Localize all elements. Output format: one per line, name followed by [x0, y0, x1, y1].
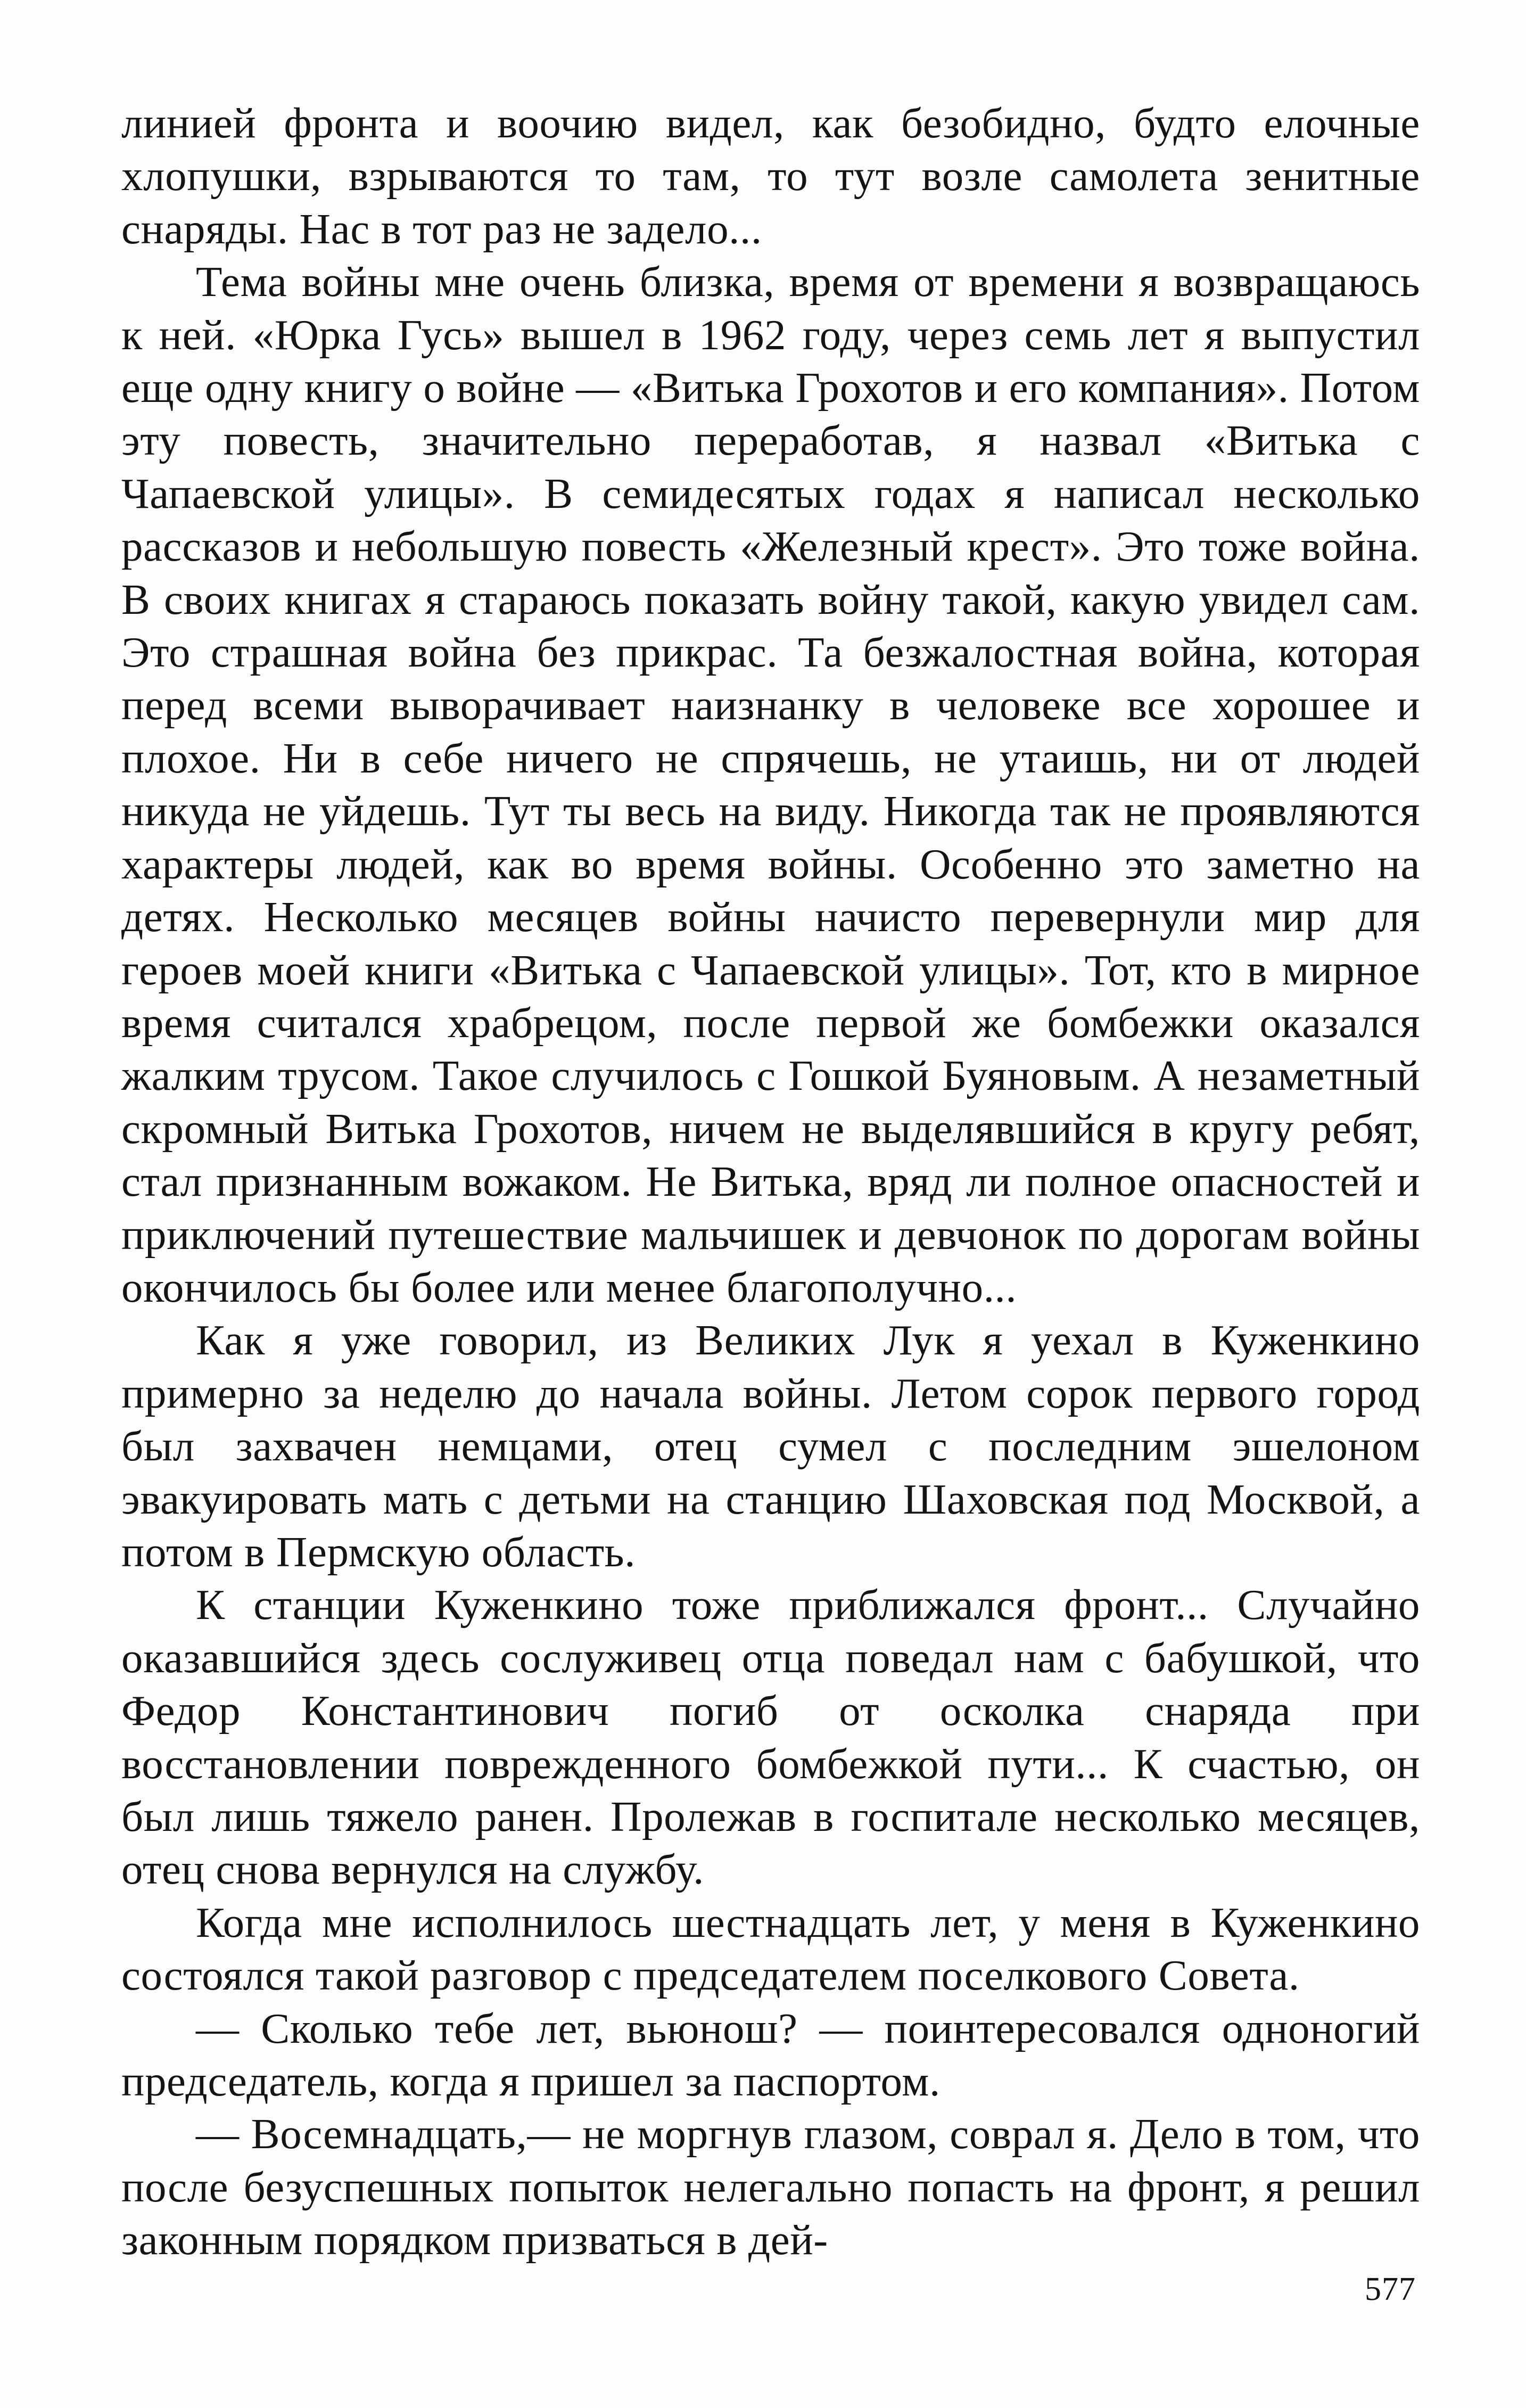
- paragraph-war-theme: Тема войны мне очень близка, время от времени я возвращаюсь к ней. «Юрка Гусь» вышел в 1962 году, через семь лет я выпустил еще одну книгу о войне — «Витька Грохотов и его компания». Потом эту повесть, значительно переработав, я назвал «Витька с Чапаевской улицы». В семидесятых годах я написал несколько рассказов и небольшую повесть «Железный крест». Это тоже война. В своих книгах я стараюсь показать войну такой, какую увидел сам. Это страшная война без прикрас. Та безжалостная война, которая перед всеми выворачивает наизнанку в человеке все хорошее и плохое. Ни в себе ничего не спрячешь, не утаишь, ни от людей никуда не уйдешь. Тут ты весь на виду. Никогда так не проявляются характеры людей, как во время войны. Особенно это заметно на детях. Несколько месяцев войны начисто перевернули мир для героев моей книги «Витька с Чапаевской улицы». Тот, кто в мирное время считался храбрецом, после первой же бомбежки оказался жалким трусом. Такое случилось с Гошкой Буяновым. А незаметный скромный Витька Грохотов, ничем не выделявшийся в кругу ребят, стал признанным вожаком. Не Витька, вряд ли полное опасностей и приключений путешествие мальчишек и девчонок по дорогам войны окончилось бы более или менее благополучно...: [121, 258, 1420, 1311]
- page-number: 577: [1365, 2271, 1416, 2307]
- paragraph-dialogue-question: — Сколько тебе лет, вьюнош? — поинтересовался одноногий председатель, когда я пришел за паспортом.: [121, 2004, 1420, 2106]
- paragraph-kuzhenkino: Как я уже говорил, из Великих Лук я уехал в Куженкино примерно за неделю до начала войны. Летом сорок первого город был захвачен немцами, отец сумел с последним эшелоном эвакуировать мать с детьми на станцию Шаховская под Москвой, а потом в Пермскую область.: [121, 1316, 1420, 1576]
- paragraph-continuation: линией фронта и воочию видел, как безобидно, будто елочные хлопушки, взрываются то там, то тут возле самолета зенитные снаряды. Нас в тот раз не задело...: [121, 99, 1420, 253]
- paragraph-sixteen: Когда мне исполнилось шестнадцать лет, у меня в Куженкино состоялся такой разговор с председателем поселкового Совета.: [121, 1898, 1420, 2000]
- body-text: [121, 97, 1420, 2267]
- paragraph-front-approach: К станции Куженкино тоже приближался фронт... Случайно оказавшийся здесь сослуживец отца поведал нам с бабушкой, что Федор Константинович погиб от осколка снаряда при восстановлении поврежденного бомбежкой пути... К счастью, он был лишь тяжело ранен. Пролежав в госпитале несколько месяцев, отец снова вернулся на службу.: [121, 1581, 1420, 1894]
- paragraph-dialogue-answer: — Восемнадцать,— не моргнув глазом, соврал я. Дело в том, что после безуспешных попыток нелегально попасть на фронт, я решил законным порядком призваться в дей-: [121, 2110, 1420, 2264]
